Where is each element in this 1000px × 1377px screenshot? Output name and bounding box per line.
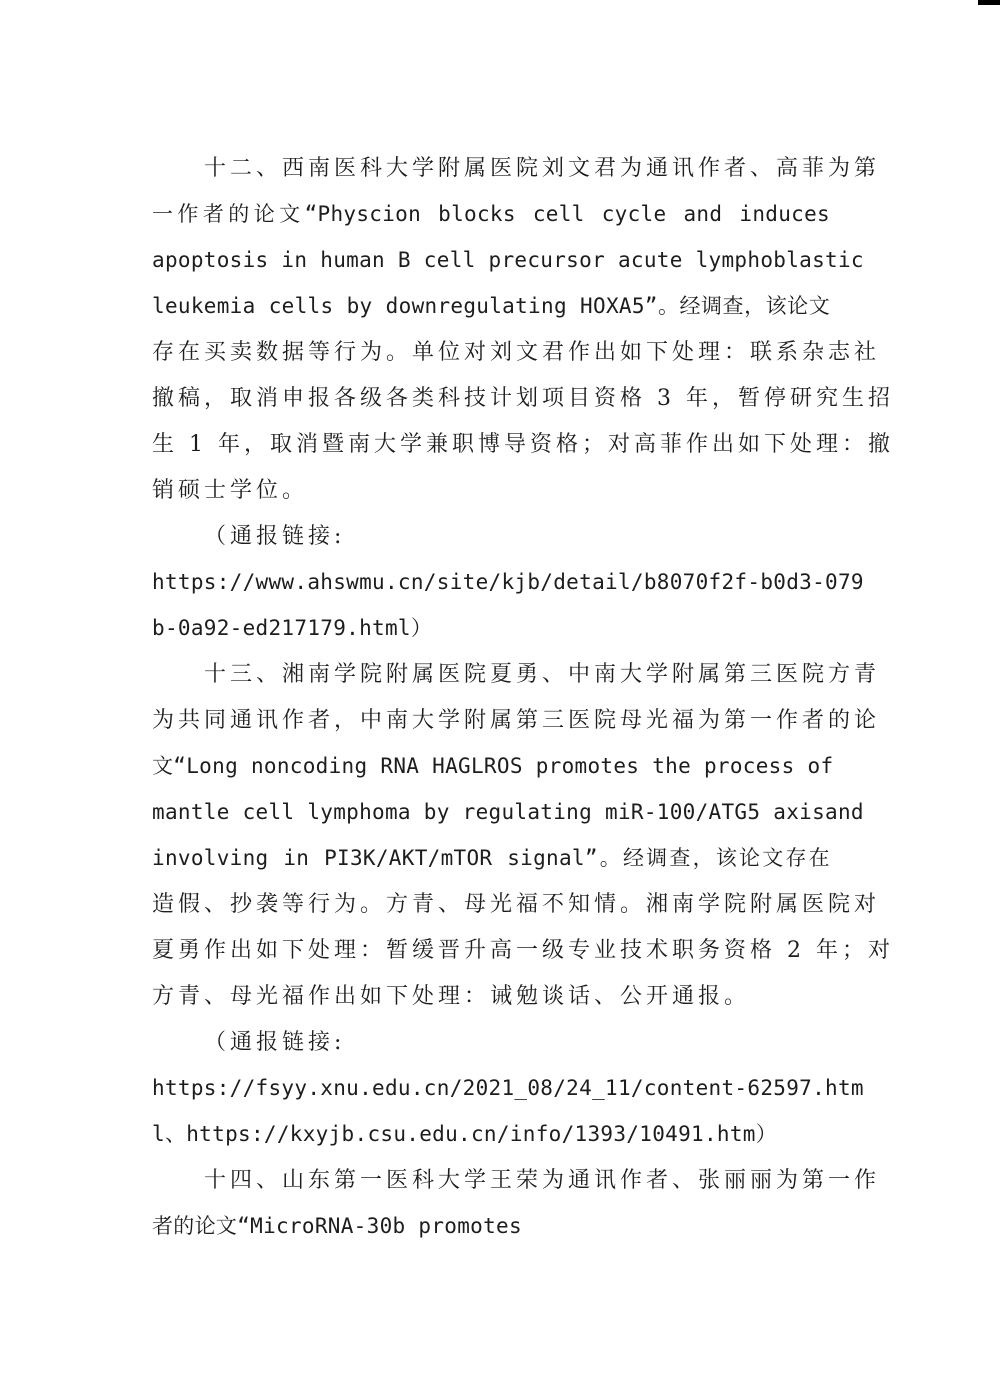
scan-corner-mark [978,0,1000,5]
text-line: 十三、湘南学院附属医院夏勇、中南大学附属第三医院方青 [204,662,881,687]
text-line: （通报链接: [204,524,346,549]
text-line: 存在买卖数据等行为。单位对刘文君作出如下处理：联系杂志社 [152,340,881,365]
text-line: 夏勇作出如下处理：暂缓晋升高一级专业技术职务资格 2 年；对 [152,938,894,963]
text-line: 生 1 年，取消暨南大学兼职博导资格；对高菲作出如下处理：撤 [152,432,894,457]
text-line: 十四、山东第一医科大学王荣为通讯作者、张丽丽为第一作 [204,1168,881,1193]
text-line: 十二、西南医科大学附属医院刘文君为通讯作者、高菲为第 [204,156,881,181]
text-line: mantle cell lymphoma by regulating miR-100/ATG5 axisand [152,800,864,824]
text-line: 者的论文“MicroRNA-30b promotes [152,1214,522,1238]
text-line: apoptosis in human B cell precursor acute lymphoblastic [152,248,864,272]
text-line: 一作者的论文“Physcion blocks cell cycle and induces [152,202,830,226]
text-line: 造假、抄袭等行为。方青、母光福不知情。湘南学院附属医院对 [152,892,881,917]
link-text: https://www.ahswmu.cn/site/kjb/detail/b8070f2f-b0d3-079 [152,570,864,594]
text-line: 撤稿，取消申报各级各类科技计划项目资格 3 年，暂停研究生招 [152,386,894,411]
text-line: 方青、母光福作出如下处理：诫勉谈话、公开通报。 [152,984,751,1009]
text-line: involving in PI3K/AKT/mTOR signal”。经调查，该论文存在 [152,846,830,870]
text-line: （通报链接: [204,1030,346,1055]
text-line: 为共同通讯作者，中南大学附属第三医院母光福为第一作者的论 [152,708,881,733]
link-text: https://fsyy.xnu.edu.cn/2021_08/24_11/content-62597.htm [152,1076,864,1100]
text-line: leukemia cells by downregulating HOXA5”。经调查，该论文 [152,294,830,318]
text-line: 销硕士学位。 [152,478,309,503]
text-line: 文“Long noncoding RNA HAGLROS promotes the process of [152,754,834,778]
link-text: l、https://kxyjb.csu.edu.cn/info/1393/10491.htm） [152,1122,778,1146]
link-text: b-0a92-ed217179.html） [152,616,433,640]
